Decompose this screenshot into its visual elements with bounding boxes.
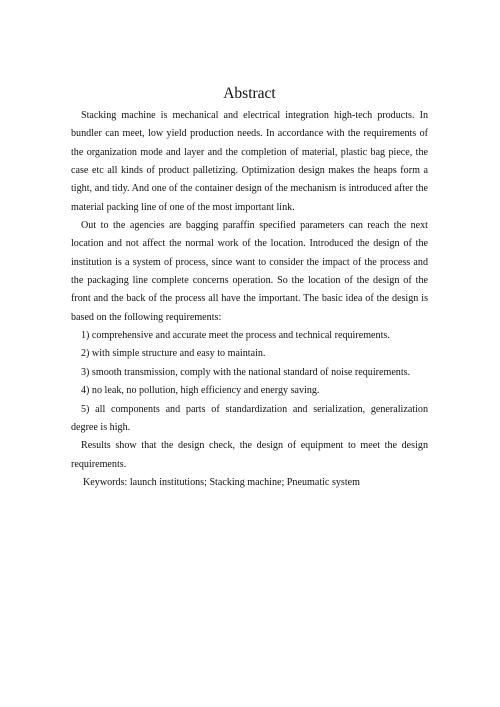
requirement-item-2: 2) with simple structure and easy to maintain.: [81, 348, 266, 360]
requirement-item-1: 1) comprehensive and accurate meet the process and technical requirements.: [81, 330, 390, 342]
results-paragraph: Results show that the design check, the design of equipment to meet the design requirements.: [71, 440, 428, 470]
abstract-page: [71, 84, 428, 492]
requirement-item-3: 3) smooth transmission, comply with the national standard of noise requirements.: [81, 366, 411, 378]
abstract-title: Abstract: [223, 85, 276, 102]
abstract-paragraph-1: Stacking machine is mechanical and electrical integration high-tech products. In bundler can meet, low yield production needs. In accordance with the requirements of the organization mode and layer and the completion of material, plastic bag piece, the case etc all kinds of product palletizing. Optimization design makes the heaps form a tight, and tidy. And one of the container design of the mechanism is introduced after the material packing line of one of the most important link.: [71, 110, 428, 213]
requirement-item-4: 4) no leak, no pollution, high efficiency and energy saving.: [81, 385, 320, 397]
keywords-line: Keywords: launch institutions; Stacking machine; Pneumatic system: [83, 476, 360, 488]
abstract-paragraph-2: Out to the agencies are bagging paraffin specified parameters can reach the next location and not affect the normal work of the location. Introduced the design of the institution is a system of process, since want to consider the impact of the process and the packaging line complete concerns operation. So the location of the design of the front and the back of the process all have the important. The basic idea of the design is based on the following requirements:: [71, 220, 428, 323]
requirement-item-5: 5) all components and parts of standardization and serialization, generalization degree is high.: [71, 403, 428, 433]
